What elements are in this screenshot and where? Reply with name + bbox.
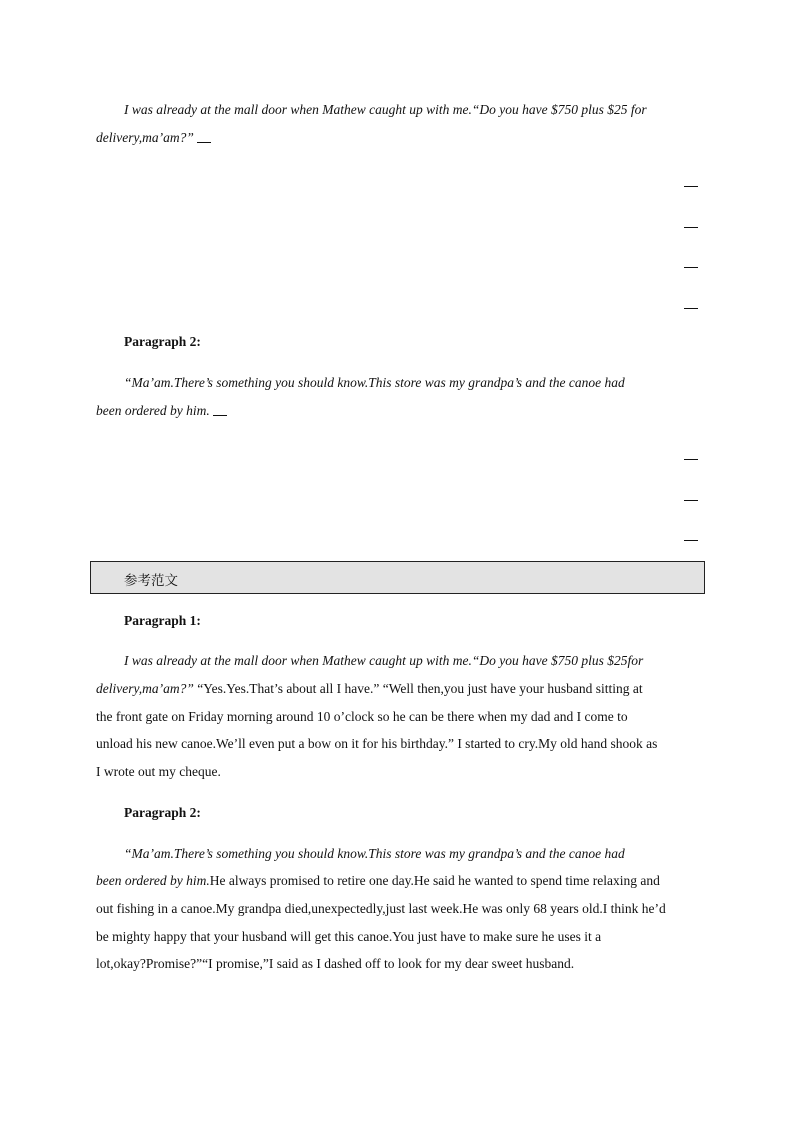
writing-blank[interactable] [213, 415, 227, 416]
writing-line[interactable] [684, 227, 698, 228]
sample-p2-line2-italic: been ordered by him. [96, 873, 210, 888]
sample-p2-heading: Paragraph 2: [124, 805, 201, 820]
reference-answer-title: 参考范文 [124, 573, 178, 589]
reference-answer-box [90, 561, 705, 594]
writing-line[interactable] [684, 308, 698, 309]
sample-p1-line3: the front gate on Friday morning around 10 o’clock so he can be there when my dad and I come to [96, 709, 628, 724]
prompt-p1-line2 [96, 129, 211, 147]
writing-line[interactable] [684, 459, 698, 460]
writing-line[interactable] [684, 267, 698, 268]
sample-p1-line4: unload his new canoe.We’ll even put a bow on it for his birthday.” I started to cry.My old hand shook as [96, 736, 658, 751]
prompt-p2-heading: Paragraph 2: [124, 334, 201, 349]
writing-line[interactable] [684, 500, 698, 501]
prompt-p2-line2 [96, 402, 227, 420]
sample-p1-heading: Paragraph 1: [124, 613, 201, 628]
prompt-p1-line1: I was already at the mall door when Mathew caught up with me.“Do you have $750 plus $25 for [124, 102, 647, 117]
writing-line[interactable] [684, 540, 698, 541]
sample-p2-line3: out fishing in a canoe.My grandpa died,unexpectedly,just last week.He was only 68 years old.I think he’d [96, 901, 666, 916]
sample-p1-line2 [96, 680, 643, 698]
sample-p2-line2-rest: He always promised to retire one day.He said he wanted to spend time relaxing and [209, 873, 660, 888]
sample-p2-line5: lot,okay?Promise?”“I promise,”I said as I dashed off to look for my dear sweet husband. [96, 956, 575, 971]
sample-p2-line4: be mighty happy that your husband will get this canoe.You just have to make sure he uses it a [96, 929, 602, 944]
writing-line[interactable] [684, 186, 698, 187]
sample-p1-line2-italic: delivery,ma’am?” [96, 681, 194, 696]
sample-p1-line1: I was already at the mall door when Mathew caught up with me.“Do you have $750 plus $25for [124, 653, 644, 668]
prompt-p2-line2-text: been ordered by him. [96, 403, 210, 418]
writing-blank[interactable] [197, 142, 211, 143]
sample-p1-line2-rest: “Yes.Yes.That’s about all I have.” “Well then,you just have your husband sitting at [193, 681, 643, 696]
sample-p2-line1: “Ma’am.There’s something you should know.This store was my grandpa’s and the canoe had [124, 846, 625, 861]
prompt-p1-line2-text: delivery,ma’am?” [96, 130, 194, 145]
sample-p2-line2 [96, 872, 660, 890]
sample-p1-line5: I wrote out my cheque. [96, 764, 221, 779]
prompt-p2-line1: “Ma’am.There’s something you should know.This store was my grandpa’s and the canoe had [124, 375, 625, 390]
